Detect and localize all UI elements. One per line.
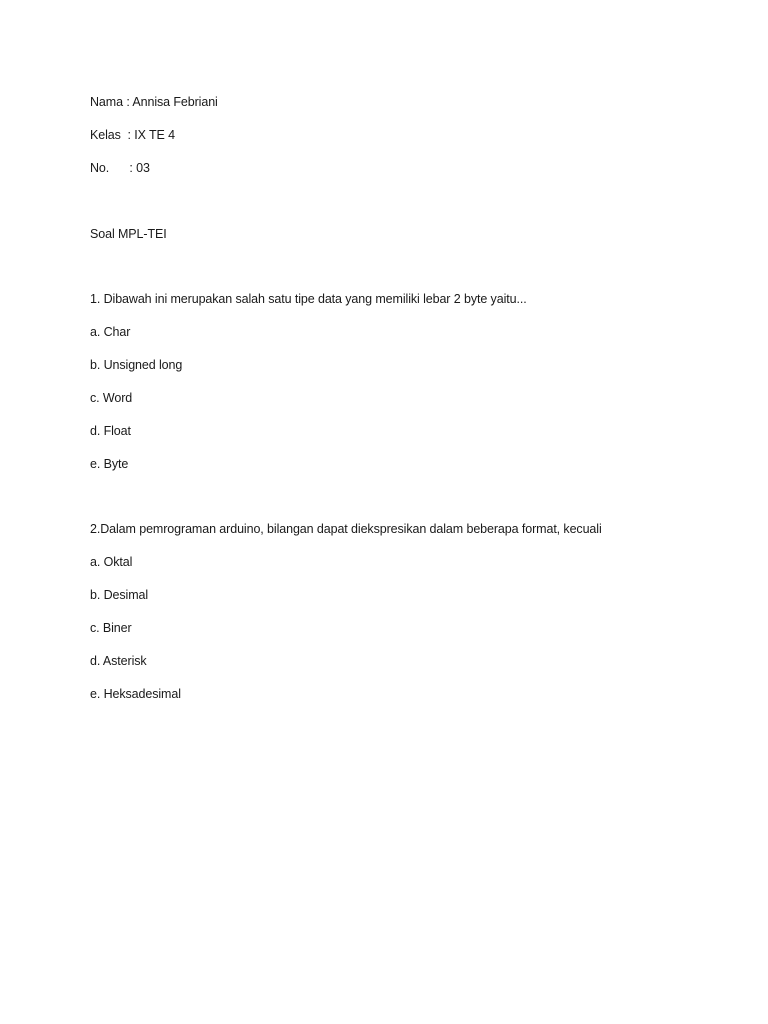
- question-2-text: 2.Dalam pemrograman arduino, bilangan dapat diekspresikan dalam beberapa format, kecuali: [90, 522, 602, 536]
- student-class: Kelas : IX TE 4: [90, 128, 176, 142]
- student-number: No. : 03: [90, 161, 150, 175]
- document-title: Soal MPL-TEI: [90, 227, 167, 241]
- question-2-option-b: b. Desimal: [90, 588, 149, 602]
- question-1-option-c: c. Word: [90, 391, 133, 405]
- question-1-option-d: d. Float: [90, 424, 131, 438]
- question-2-option-e: e. Heksadesimal: [90, 687, 181, 701]
- question-1-option-a: a. Char: [90, 325, 131, 339]
- question-2-option-a: a. Oktal: [90, 555, 133, 569]
- student-name: Nama : Annisa Febriani: [90, 95, 218, 109]
- question-2-option-d: d. Asterisk: [90, 654, 147, 668]
- question-2-option-c: c. Biner: [90, 621, 132, 635]
- question-1-option-b: b. Unsigned long: [90, 358, 183, 372]
- question-1-text: 1. Dibawah ini merupakan salah satu tipe data yang memiliki lebar 2 byte yaitu...: [90, 292, 527, 306]
- question-1-option-e: e. Byte: [90, 457, 129, 471]
